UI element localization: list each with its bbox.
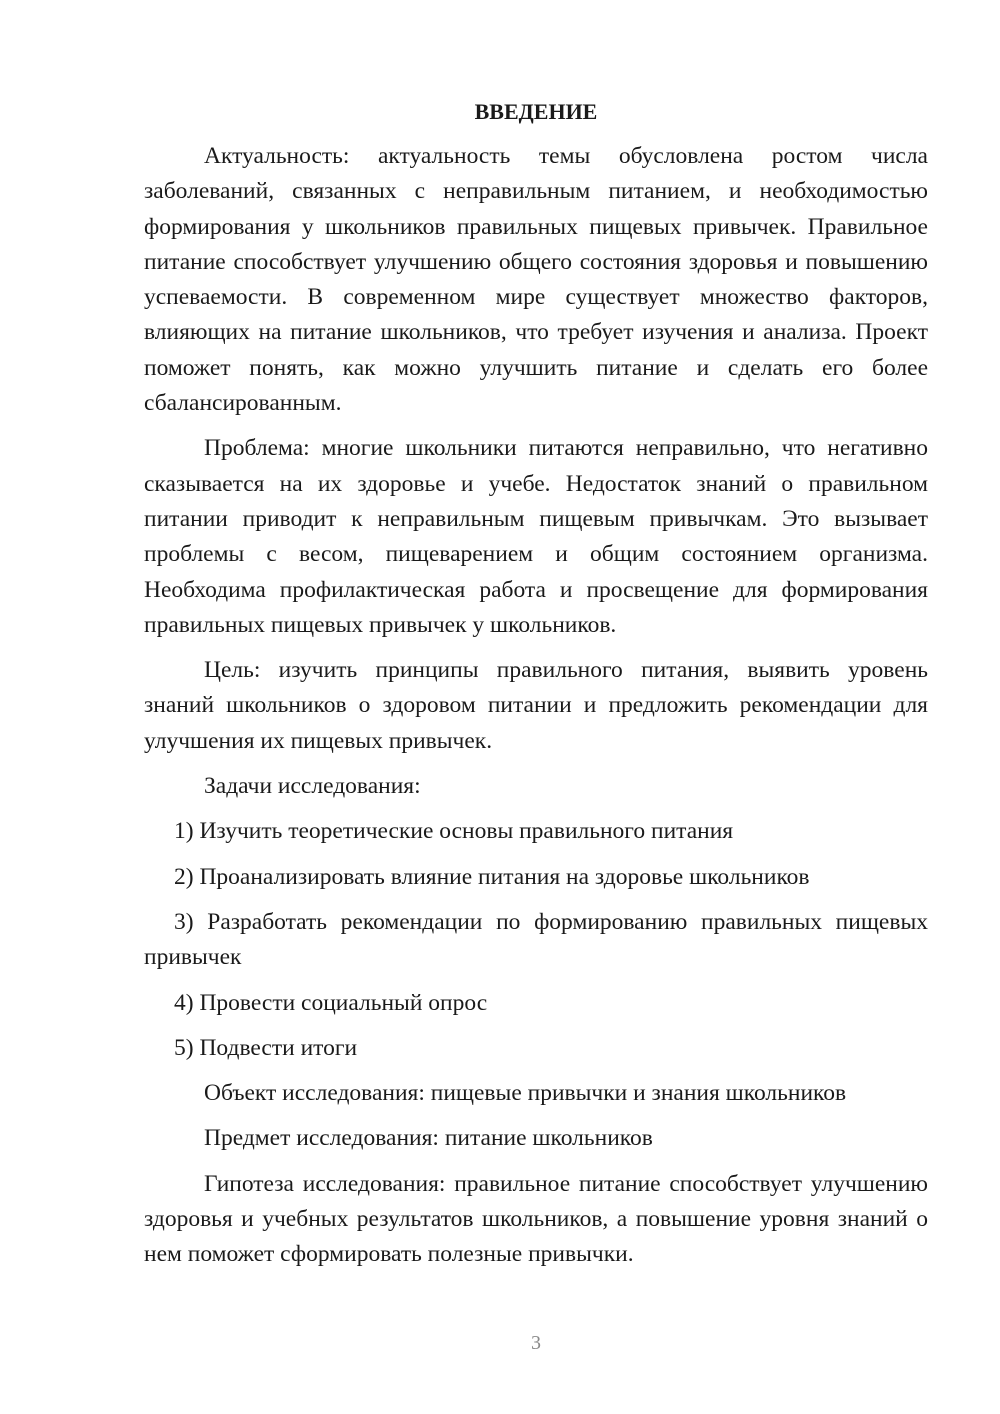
task-item-3: 3) Разработать рекомендации по формированию правильных пищевых привычек [144, 908, 928, 971]
tasks-heading: Задачи исследования: [204, 773, 421, 800]
problem-paragraph: Проблема: многие школьники питаются неправильно, что негативно сказывается на их здоровье и учебе. Недостаток знаний о правильном питании приводит к неправильным пищевым привычкам. Это вызывает проблемы с весом, пищеварением и общим состоянием организма. Необходима профилактическая работа и просвещение для формирования правильных пищевых привычек у школьников. [144, 435, 928, 638]
subject-paragraph: Предмет исследования: питание школьников [204, 1125, 653, 1152]
relevance-paragraph: Актуальность: актуальность темы обусловлена ростом числа заболеваний, связанных с неправильным питанием, и необходимостью формирования у школьников правильных пищевых привычек. Правильное питание способствует улучшению общего состояния здоровья и повышению успеваемости. В современном мире существует множество факторов, влияющих на питание школьников, что требует изучения и анализа. Проект поможет понять, как можно улучшить питание и сделать его более сбалансированным. [144, 143, 928, 417]
document-body [144, 94, 928, 1283]
hypothesis-paragraph: Гипотеза исследования: правильное питание способствует улучшению здоровья и учебных результатов школьников, а повышение уровня знаний о нем поможет сформировать полезные привычки. [144, 1170, 928, 1268]
object-paragraph: Объект исследования: пищевые привычки и знания школьников [204, 1080, 847, 1107]
task-item-2: 2) Проанализировать влияние питания на здоровье школьников [174, 863, 810, 890]
page-title: ВВЕДЕНИЕ [474, 99, 598, 124]
goal-paragraph: Цель: изучить принципы правильного питания, выявить уровень знаний школьников о здоровом питании и предложить рекомендации для улучшения их пищевых привычек. [144, 657, 928, 754]
page-number: 3 [531, 1332, 541, 1354]
task-item-1: 1) Изучить теоретические основы правильного питания [174, 818, 734, 845]
task-item-4: 4) Провести социальный опрос [174, 989, 488, 1016]
task-item-5: 5) Подвести итоги [174, 1034, 358, 1061]
